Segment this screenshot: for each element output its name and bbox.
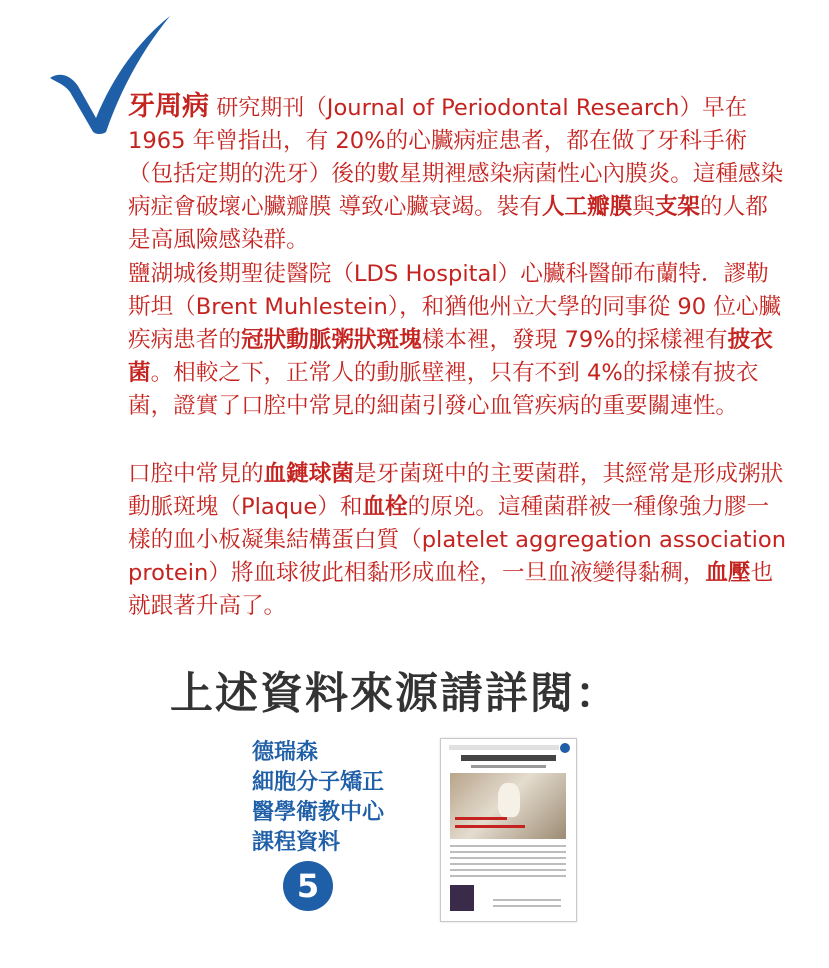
thumbnail-caption-line [455,817,507,820]
paragraph-streptococcus [128,458,790,623]
paragraph-text: 鹽湖城後期聖徒醫院（LDS Hospital）心臟科醫師布蘭特．謬勒斯坦（Brent Muhlestein），和猶他州立大學的同事從 90 位心臟疾病患者的 [128,261,782,353]
thumbnail-text-line [450,863,566,865]
paragraph-title: 牙周病 [128,91,209,122]
thumbnail-header-bar [449,745,559,750]
course-number-badge: 5 [283,861,333,911]
thumbnail-text-line [450,857,566,859]
thumbnail-book-image [450,885,474,911]
paragraph-text: 與 [632,194,655,220]
highlight-term: 支架 [654,194,701,220]
thumbnail-number-badge [560,743,570,753]
thumbnail-text-line [450,845,566,847]
highlight-term: 血壓 [705,560,751,586]
course-line: 課程資料 [252,830,341,855]
paragraph-subtitle: 研究期刊 [216,96,305,121]
highlight-term: 血栓 [362,494,408,520]
highlight-term: 冠狀動脈粥狀斑塊 [240,327,422,353]
paragraph-text: 樣本裡，發現 79%的採樣裡有 [421,327,728,353]
highlight-term: 披衣菌 [128,327,773,386]
thumbnail-title-line [461,755,556,761]
paragraph-text: 。相較之下，正常人的動脈壁裡，只有不到 4%的採樣有披衣菌，證實了口腔中常見的細菌引發心血管疾病的重要關連性。 [128,360,759,419]
course-line: 細胞分子矯正 [252,770,385,795]
thumbnail-footer-line [493,905,561,907]
paragraph-text: （Journal of Periodontal Research）早在 1965 年曾指出，有 20%的心臟病症患者，都在做了牙科手術（包括定期的洗牙）後的數星期裡感染病菌性心內膜炎。這種感染病症會破壞心臟瓣膜 導致心臟衰竭。裝有 [128,95,784,220]
paragraph-text: 口腔中常見的 [128,461,264,487]
course-line: 醫學衛教中心 [252,800,385,825]
thumbnail-caption-line [455,825,525,828]
thumbnail-subtitle-line [471,765,546,768]
thumbnail-text-line [450,875,566,877]
source-heading: 上述資料來源請詳閱： [170,669,620,719]
paragraph-lds-hospital [128,258,790,423]
paragraph-text: 的原兇。這種菌群被一種像強力膠一樣的血小板凝集結構蛋白質（platelet aggregation association protein）將血球彼此相黏形成血栓，一旦血液變得黏稠， [128,494,787,586]
highlight-term: 人工瓣膜 [541,194,633,220]
course-line: 德瑞森 [252,740,319,765]
document-thumbnail-image [440,738,577,922]
paragraph-text: 的人都是高風險感染群。 [128,194,768,253]
thumbnail-text-line [450,851,566,853]
paragraph-periodontal-research [128,90,790,257]
course-info [252,738,384,858]
thumbnail-footer-line [493,899,561,901]
paragraph-text: 也就跟著升高了。 [128,560,774,619]
paragraph-text: 是牙菌斑中的主要菌群，其經常是形成粥狀動脈斑塊（Plaque）和 [128,461,784,520]
thumbnail-text-line [450,869,566,871]
tooth-image [498,783,520,817]
highlight-term: 血鏈球菌 [263,461,354,487]
